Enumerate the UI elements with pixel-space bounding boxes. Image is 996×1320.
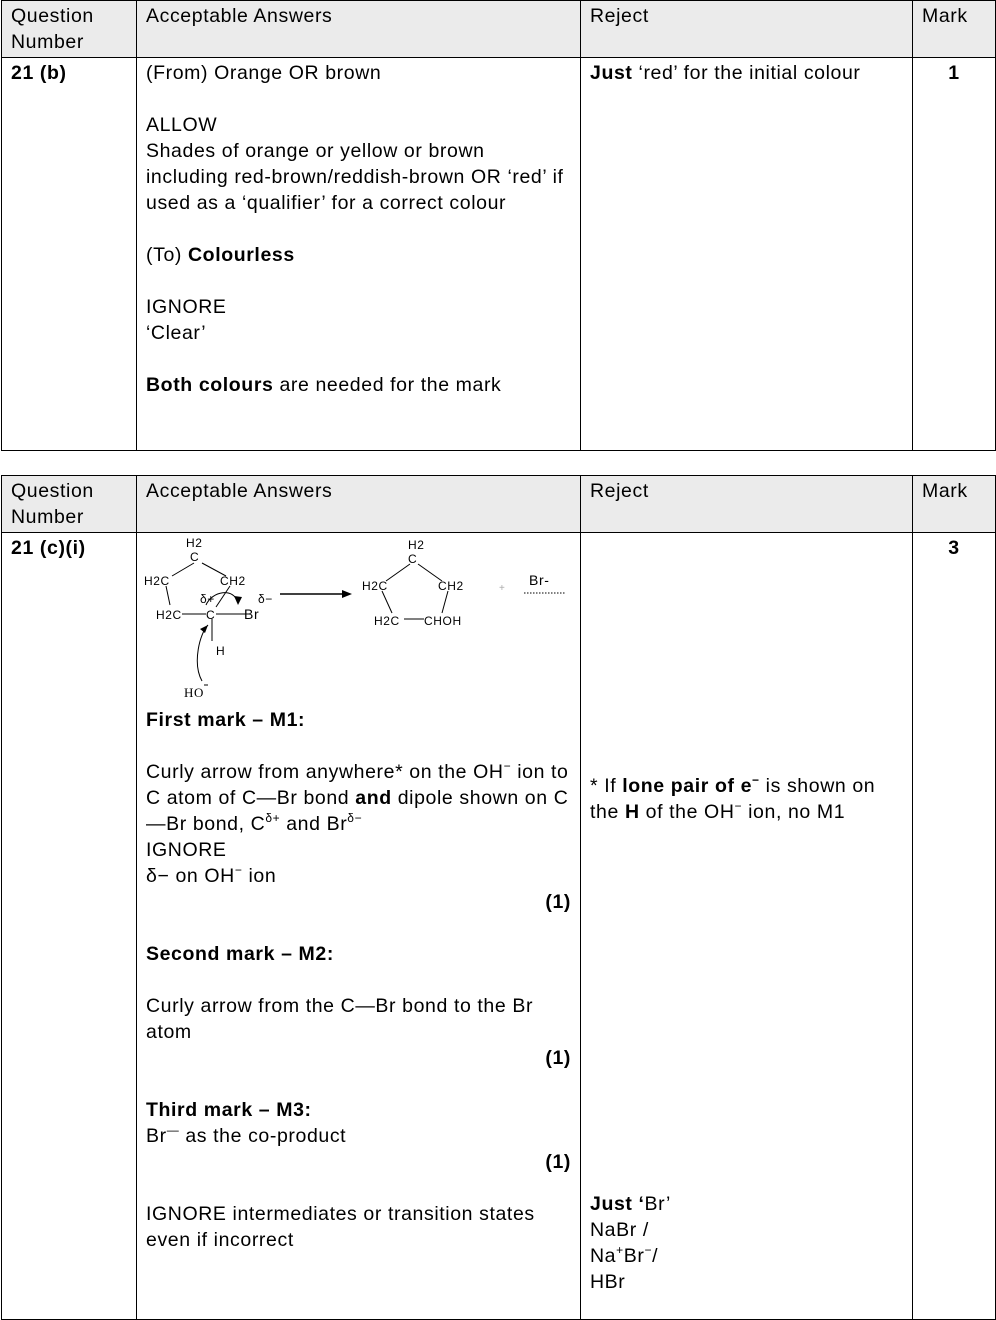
arrow-head-icon xyxy=(342,590,352,598)
header-mark: Mark xyxy=(913,1,996,58)
hydrogen: H xyxy=(216,644,226,658)
table-row xyxy=(2,533,996,1320)
acceptable-answers xyxy=(137,533,581,1320)
question-number: 21 (b) xyxy=(2,58,137,451)
m1-ignore-label: IGNORE xyxy=(146,839,227,861)
m3-score: (1) xyxy=(545,1151,571,1173)
delta-minus: δ− xyxy=(258,592,273,606)
product-h2c-left: H2C xyxy=(362,579,388,593)
answer-to: (To) Colourless xyxy=(146,244,295,266)
m1-ignore-text: δ− on OH− ion xyxy=(146,862,277,887)
header-acceptable: Acceptable Answers xyxy=(137,476,581,533)
ignore-label: IGNORE xyxy=(146,296,227,318)
header-question: Question Number xyxy=(2,476,137,533)
acceptable-answers xyxy=(137,58,581,451)
mark-value: 1 xyxy=(913,58,996,451)
m3-title: Third mark – M3: xyxy=(146,1099,312,1121)
product-choh: CHOH xyxy=(424,614,462,628)
reactant-c: C xyxy=(206,608,216,622)
m1-score: (1) xyxy=(545,891,571,913)
reactant-h2-top: H2 xyxy=(186,536,203,550)
header-reject: Reject xyxy=(581,1,913,58)
reject-cell xyxy=(581,58,913,451)
plus-sign: + xyxy=(499,583,506,594)
hydroxide: HO xyxy=(184,685,204,700)
allow-label: ALLOW xyxy=(146,114,218,136)
product-h2c-bottom: H2C xyxy=(374,614,400,628)
both-colours-note: Both colours are needed for the mark xyxy=(146,374,502,396)
m2-title: Second mark – M2: xyxy=(146,943,334,965)
m2-text: Curly arrow from the C—Br bond to the Br atom xyxy=(146,995,534,1043)
question-number: 21 (c)(i) xyxy=(2,533,137,1320)
table-row xyxy=(2,58,996,451)
allow-text: Shades of orange or yellow or brown including red-brown/reddish-brown OR ‘red’ if used as a ‘qualifier’ for a correct colour xyxy=(146,140,564,214)
m3-text: Br— as the co-product xyxy=(146,1122,347,1147)
mark-scheme-table-21ci xyxy=(1,475,996,1320)
ignore-text: ‘Clear’ xyxy=(146,322,207,344)
bromine: Br xyxy=(244,606,260,622)
reject-cell xyxy=(581,533,913,1320)
reactant-h2c-left: H2C xyxy=(144,574,170,588)
header-row xyxy=(2,476,996,533)
final-ignore: IGNORE intermediates or transition states even if incorrect xyxy=(146,1203,535,1251)
curly-arrow-head-icon xyxy=(200,625,208,633)
reject-text: Just ‘red’ for the initial colour xyxy=(590,62,861,84)
reject-just-br: Just ‘Br’ NaBr / Na+Br−/ HBr xyxy=(590,1193,671,1293)
m1-title: First mark – M1: xyxy=(146,709,306,731)
reactant-c-top: C xyxy=(190,550,200,564)
reactant-h2c-bottom: H2C xyxy=(156,608,182,622)
header-row xyxy=(2,1,996,58)
mark-value: 3 xyxy=(913,533,996,1320)
m2-score: (1) xyxy=(545,1047,571,1069)
product-h2-top: H2 xyxy=(408,538,425,552)
reactant-ch2-right: CH2 xyxy=(220,574,246,588)
header-acceptable: Acceptable Answers xyxy=(137,1,581,58)
mark-scheme-table-21b xyxy=(1,0,996,451)
delta-plus: δ+ xyxy=(200,592,215,606)
header-mark: Mark xyxy=(913,476,996,533)
header-question: Question Number xyxy=(2,1,137,58)
product-ch2-right: CH2 xyxy=(438,579,464,593)
reaction-mechanism-diagram xyxy=(142,533,572,703)
reject-lone-pair: * If lone pair of e− is shown on the H of the OH− ion, no M1 xyxy=(590,772,876,823)
bromide-ion: Br- xyxy=(529,572,550,588)
curly-arrow-head-icon xyxy=(234,596,242,605)
header-reject: Reject xyxy=(581,476,913,533)
answer-from: (From) Orange OR brown xyxy=(146,62,382,84)
product-c-top: C xyxy=(408,552,418,566)
m1-text: Curly arrow from anywhere* on the OH− ion to C atom of C—Br bond and dipole shown on C—Br bond, $C^{\delta+}$ and $Br^{\delta-}$ xyxy=(146,758,569,835)
